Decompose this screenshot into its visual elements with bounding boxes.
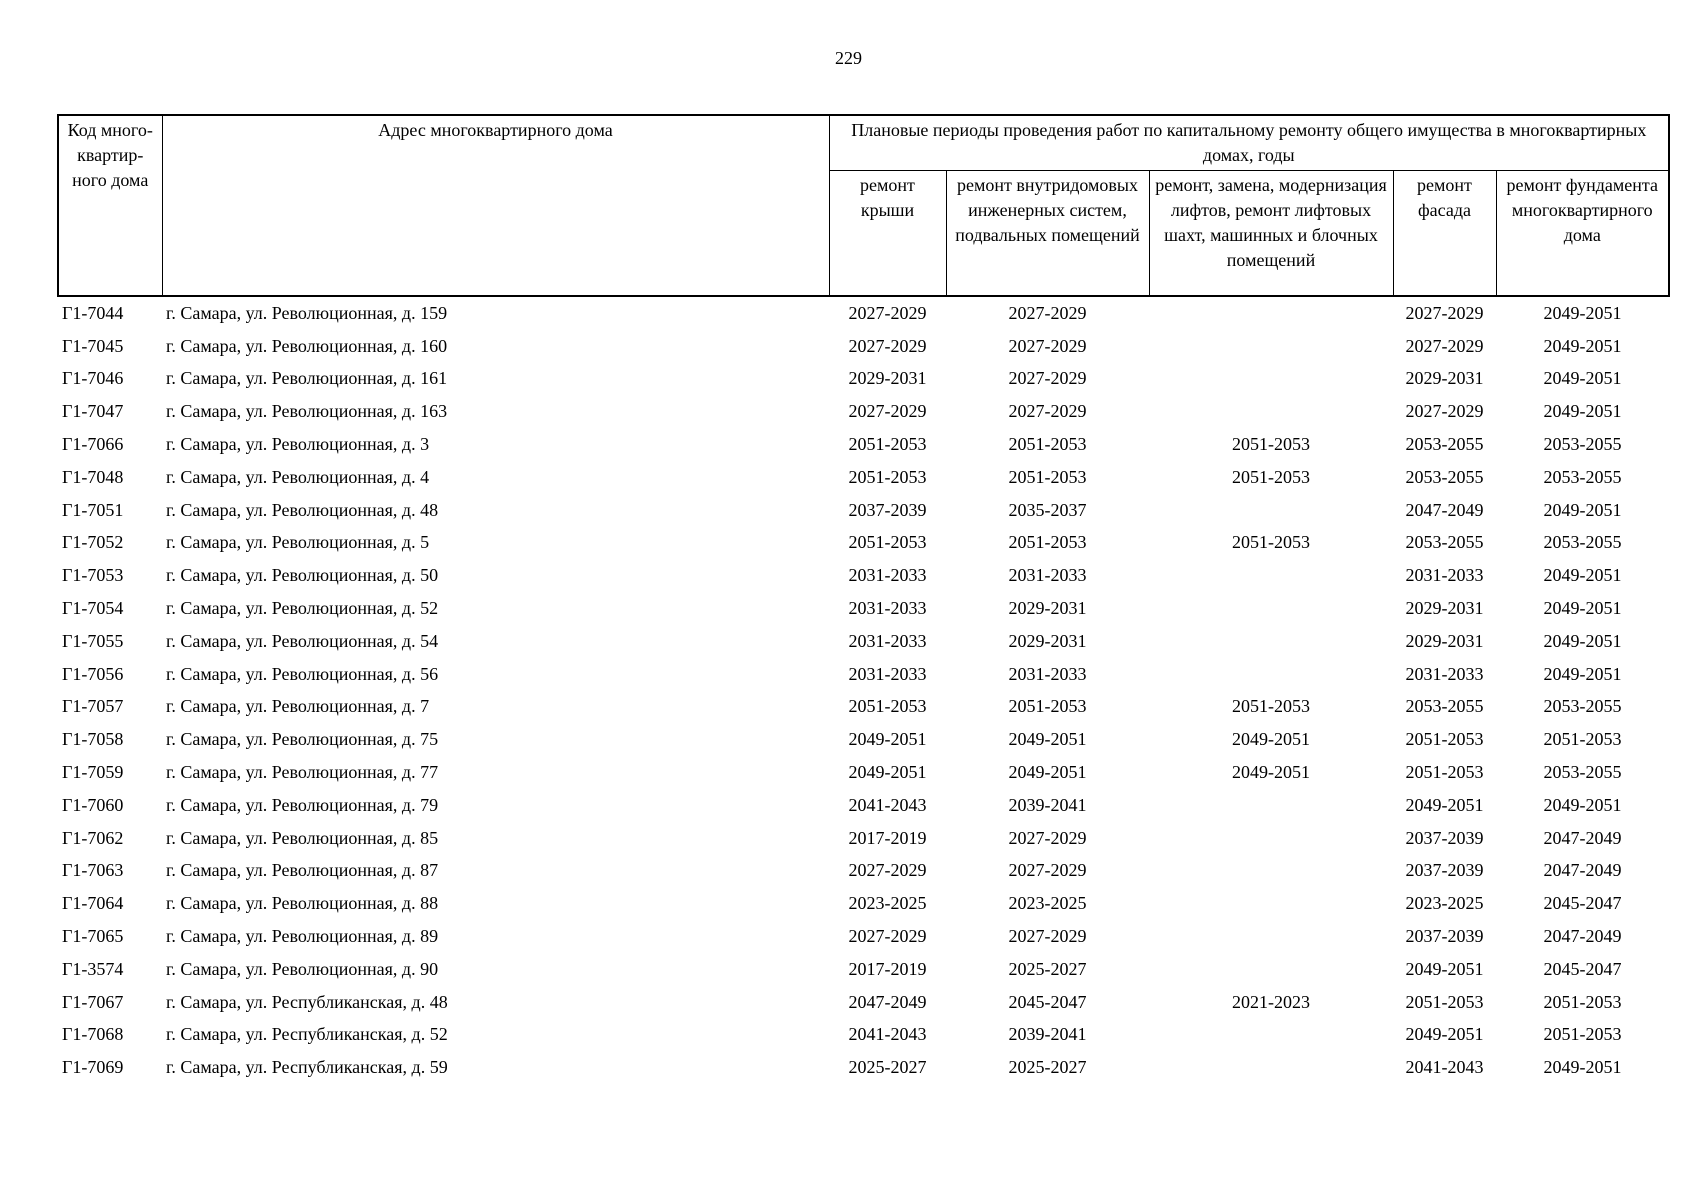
row-address: г. Самара, ул. Республиканская, д. 59 [166, 1057, 448, 1078]
header-roof: ремонт крыши [829, 171, 946, 297]
header-engineering: ремонт внутридомовых инженерных систем, подвальных помещений [946, 171, 1149, 297]
row-code: Г1-7063 [62, 860, 124, 881]
row-address: г. Самара, ул. Революционная, д. 161 [166, 368, 448, 389]
row-elevators-period: 2051-2053 [1232, 532, 1310, 553]
row-elevators-period [1149, 395, 1393, 428]
row-foundation-period: 2053-2055 [1543, 434, 1622, 455]
row-elevators-period [1149, 363, 1393, 396]
row-address: г. Самара, ул. Революционная, д. 85 [166, 827, 439, 848]
table-row [58, 887, 1669, 920]
row-facade-period: 2049-2051 [1405, 794, 1484, 815]
row-address: г. Самара, ул. Революционная, д. 79 [166, 794, 439, 815]
row-facade-period: 2029-2031 [1405, 630, 1484, 651]
row-facade-period: 2051-2053 [1405, 991, 1484, 1012]
row-engineering-period: 2051-2053 [1008, 696, 1087, 717]
row-address: г. Самара, ул. Революционная, д. 4 [166, 466, 430, 487]
table-row [58, 461, 1669, 494]
row-address: г. Самара, ул. Революционная, д. 90 [166, 958, 439, 979]
row-code: Г1-7066 [62, 434, 124, 455]
row-elevators-period: 2021-2023 [1232, 991, 1310, 1012]
table-row [58, 330, 1669, 363]
header-address: Адрес многоквартирного дома [162, 115, 829, 296]
row-facade-period: 2031-2033 [1405, 663, 1484, 684]
row-engineering-period: 2051-2053 [1008, 532, 1087, 553]
row-elevators-period: 2051-2053 [1232, 466, 1310, 487]
row-roof-period: 2027-2029 [848, 926, 927, 947]
row-roof-period: 2047-2049 [848, 991, 927, 1012]
row-address: г. Самара, ул. Революционная, д. 87 [166, 860, 439, 881]
row-code: Г1-7044 [62, 302, 124, 323]
row-foundation-period: 2049-2051 [1543, 794, 1622, 815]
row-roof-period: 2051-2053 [848, 434, 927, 455]
table-row [58, 527, 1669, 560]
row-roof-period: 2017-2019 [848, 958, 927, 979]
table-row [58, 1019, 1669, 1052]
header-facade: ремонт фасада [1393, 171, 1496, 297]
row-roof-period: 2031-2033 [848, 663, 927, 684]
row-facade-period: 2029-2031 [1405, 368, 1484, 389]
row-elevators-period [1149, 1019, 1393, 1052]
table-body [58, 296, 1669, 1084]
row-foundation-period: 2047-2049 [1543, 827, 1622, 848]
row-foundation-period: 2049-2051 [1543, 302, 1622, 323]
row-address: г. Самара, ул. Революционная, д. 163 [166, 401, 448, 422]
row-code: Г1-7051 [62, 499, 124, 520]
row-engineering-period: 2045-2047 [1008, 991, 1087, 1012]
row-foundation-period: 2049-2051 [1543, 368, 1622, 389]
row-elevators-period [1149, 592, 1393, 625]
row-address: г. Самара, ул. Революционная, д. 5 [166, 532, 430, 553]
row-engineering-period: 2051-2053 [1008, 434, 1087, 455]
row-elevators-period [1149, 789, 1393, 822]
row-engineering-period: 2027-2029 [1008, 368, 1087, 389]
row-facade-period: 2027-2029 [1405, 302, 1484, 323]
table-header [58, 115, 1669, 296]
row-code: Г1-7053 [62, 565, 124, 586]
row-code: Г1-3574 [62, 958, 124, 979]
row-foundation-period: 2045-2047 [1543, 958, 1622, 979]
row-facade-period: 2053-2055 [1405, 434, 1484, 455]
row-facade-period: 2023-2025 [1405, 893, 1484, 914]
row-elevators-period [1149, 953, 1393, 986]
row-facade-period: 2053-2055 [1405, 696, 1484, 717]
row-roof-period: 2031-2033 [848, 565, 927, 586]
table-row [58, 855, 1669, 888]
row-foundation-period: 2049-2051 [1543, 598, 1622, 619]
row-address: г. Самара, ул. Революционная, д. 89 [166, 926, 439, 947]
header-foundation: ремонт фундамента многоквартирного дома [1496, 171, 1669, 297]
row-roof-period: 2029-2031 [848, 368, 927, 389]
table-row [58, 1051, 1669, 1084]
row-code: Г1-7059 [62, 762, 124, 783]
row-code: Г1-7067 [62, 991, 124, 1012]
row-facade-period: 2037-2039 [1405, 926, 1484, 947]
row-roof-period: 2051-2053 [848, 696, 927, 717]
row-elevators-period [1149, 1051, 1393, 1084]
row-code: Г1-7047 [62, 401, 124, 422]
row-engineering-period: 2051-2053 [1008, 466, 1087, 487]
row-address: г. Самара, ул. Революционная, д. 3 [166, 434, 430, 455]
row-address: г. Самара, ул. Революционная, д. 56 [166, 663, 439, 684]
header-group-title [829, 115, 1669, 171]
table-row [58, 296, 1669, 330]
page-number: 229 [835, 48, 862, 68]
row-facade-period: 2037-2039 [1405, 827, 1484, 848]
row-elevators-period [1149, 822, 1393, 855]
row-code: Г1-7058 [62, 729, 124, 750]
row-roof-period: 2027-2029 [848, 401, 927, 422]
table-row [58, 756, 1669, 789]
row-foundation-period: 2047-2049 [1543, 926, 1622, 947]
row-engineering-period: 2027-2029 [1008, 302, 1087, 323]
row-code: Г1-7048 [62, 466, 124, 487]
table-row [58, 592, 1669, 625]
row-elevators-period [1149, 920, 1393, 953]
table-row [58, 363, 1669, 396]
row-roof-period: 2049-2051 [848, 762, 927, 783]
row-code: Г1-7054 [62, 598, 124, 619]
row-roof-period: 2027-2029 [848, 860, 927, 881]
row-engineering-period: 2025-2027 [1008, 958, 1087, 979]
row-engineering-period: 2027-2029 [1008, 335, 1087, 356]
row-engineering-period: 2025-2027 [1008, 1057, 1087, 1078]
table-row [58, 920, 1669, 953]
table-row [58, 559, 1669, 592]
row-foundation-period: 2053-2055 [1543, 696, 1622, 717]
row-engineering-period: 2027-2029 [1008, 926, 1087, 947]
row-elevators-period [1149, 330, 1393, 363]
row-elevators-period: 2051-2053 [1232, 696, 1310, 717]
row-roof-period: 2051-2053 [848, 532, 927, 553]
row-code: Г1-7046 [62, 368, 124, 389]
row-address: г. Самара, ул. Республиканская, д. 48 [166, 991, 448, 1012]
table-row [58, 789, 1669, 822]
row-address: г. Самара, ул. Революционная, д. 77 [166, 762, 439, 783]
row-roof-period: 2041-2043 [848, 1024, 927, 1045]
row-roof-period: 2025-2027 [848, 1057, 927, 1078]
row-foundation-period: 2049-2051 [1543, 335, 1622, 356]
row-address: г. Самара, ул. Революционная, д. 7 [166, 696, 430, 717]
row-elevators-period [1149, 494, 1393, 527]
row-elevators-period [1149, 887, 1393, 920]
row-code: Г1-7045 [62, 335, 124, 356]
row-address: г. Самара, ул. Революционная, д. 75 [166, 729, 439, 750]
row-foundation-period: 2049-2051 [1543, 630, 1622, 651]
row-facade-period: 2049-2051 [1405, 1024, 1484, 1045]
row-roof-period: 2027-2029 [848, 302, 927, 323]
header-code: Код много-квартир-ного дома [58, 115, 162, 296]
table-row [58, 428, 1669, 461]
header-elevators: ремонт, замена, модернизация лифтов, ремонт лифтовых шахт, машинных и блочных помещений [1149, 171, 1393, 297]
header-group-title-text: Плановые периоды проведения работ по капитальному ремонту общего имущества в многоквартирных домах, годы [851, 120, 1647, 165]
row-roof-period: 2023-2025 [848, 893, 927, 914]
row-foundation-period: 2053-2055 [1543, 466, 1622, 487]
row-engineering-period: 2031-2033 [1008, 663, 1087, 684]
row-facade-period: 2041-2043 [1405, 1057, 1484, 1078]
row-foundation-period: 2049-2051 [1543, 565, 1622, 586]
row-facade-period: 2051-2053 [1405, 729, 1484, 750]
row-code: Г1-7065 [62, 926, 124, 947]
row-facade-period: 2037-2039 [1405, 860, 1484, 881]
row-elevators-period [1149, 296, 1393, 330]
row-code: Г1-7052 [62, 532, 124, 553]
row-engineering-period: 2031-2033 [1008, 565, 1087, 586]
row-engineering-period: 2027-2029 [1008, 827, 1087, 848]
row-facade-period: 2053-2055 [1405, 466, 1484, 487]
row-code: Г1-7062 [62, 827, 124, 848]
table-row [58, 395, 1669, 428]
row-address: г. Самара, ул. Революционная, д. 48 [166, 499, 439, 520]
row-roof-period: 2031-2033 [848, 630, 927, 651]
row-foundation-period: 2051-2053 [1543, 1024, 1622, 1045]
row-facade-period: 2047-2049 [1405, 499, 1484, 520]
row-roof-period: 2031-2033 [848, 598, 927, 619]
row-foundation-period: 2049-2051 [1543, 499, 1622, 520]
row-code: Г1-7068 [62, 1024, 124, 1045]
row-code: Г1-7056 [62, 663, 124, 684]
capital-repair-table [57, 114, 1670, 1084]
row-roof-period: 2041-2043 [848, 794, 927, 815]
row-facade-period: 2053-2055 [1405, 532, 1484, 553]
row-address: г. Самара, ул. Революционная, д. 160 [166, 335, 448, 356]
table-row [58, 625, 1669, 658]
row-address: г. Самара, ул. Революционная, д. 159 [166, 302, 448, 323]
row-foundation-period: 2047-2049 [1543, 860, 1622, 881]
row-foundation-period: 2053-2055 [1543, 532, 1622, 553]
row-engineering-period: 2049-2051 [1008, 729, 1087, 750]
row-code: Г1-7064 [62, 893, 124, 914]
row-address: г. Самара, ул. Революционная, д. 88 [166, 893, 439, 914]
table-row [58, 723, 1669, 756]
row-facade-period: 2031-2033 [1405, 565, 1484, 586]
row-foundation-period: 2053-2055 [1543, 762, 1622, 783]
row-foundation-period: 2049-2051 [1543, 401, 1622, 422]
row-facade-period: 2049-2051 [1405, 958, 1484, 979]
row-foundation-period: 2049-2051 [1543, 1057, 1622, 1078]
row-roof-period: 2051-2053 [848, 466, 927, 487]
row-facade-period: 2029-2031 [1405, 598, 1484, 619]
table-row [58, 986, 1669, 1019]
row-code: Г1-7069 [62, 1057, 124, 1078]
row-engineering-period: 2049-2051 [1008, 762, 1087, 783]
row-facade-period: 2051-2053 [1405, 762, 1484, 783]
row-engineering-period: 2027-2029 [1008, 860, 1087, 881]
row-engineering-period: 2039-2041 [1008, 1024, 1087, 1045]
row-roof-period: 2049-2051 [848, 729, 927, 750]
row-engineering-period: 2039-2041 [1008, 794, 1087, 815]
row-engineering-period: 2029-2031 [1008, 598, 1087, 619]
row-code: Г1-7055 [62, 630, 124, 651]
row-elevators-period: 2049-2051 [1232, 729, 1310, 750]
table-row [58, 658, 1669, 691]
row-code: Г1-7057 [62, 696, 124, 717]
row-engineering-period: 2023-2025 [1008, 893, 1087, 914]
row-address: г. Самара, ул. Революционная, д. 52 [166, 598, 439, 619]
row-engineering-period: 2035-2037 [1008, 499, 1087, 520]
row-roof-period: 2037-2039 [848, 499, 927, 520]
row-engineering-period: 2027-2029 [1008, 401, 1087, 422]
row-elevators-period: 2049-2051 [1232, 762, 1310, 783]
row-foundation-period: 2051-2053 [1543, 991, 1622, 1012]
row-foundation-period: 2045-2047 [1543, 893, 1622, 914]
row-elevators-period [1149, 559, 1393, 592]
row-roof-period: 2017-2019 [848, 827, 927, 848]
row-elevators-period [1149, 625, 1393, 658]
row-foundation-period: 2049-2051 [1543, 663, 1622, 684]
row-elevators-period [1149, 855, 1393, 888]
row-elevators-period: 2051-2053 [1232, 434, 1310, 455]
table-row [58, 953, 1669, 986]
row-engineering-period: 2029-2031 [1008, 630, 1087, 651]
row-facade-period: 2027-2029 [1405, 401, 1484, 422]
row-roof-period: 2027-2029 [848, 335, 927, 356]
row-foundation-period: 2051-2053 [1543, 729, 1622, 750]
table-row [58, 691, 1669, 724]
row-address: г. Самара, ул. Республиканская, д. 52 [166, 1024, 448, 1045]
table-row [58, 494, 1669, 527]
row-address: г. Самара, ул. Революционная, д. 54 [166, 630, 439, 651]
row-elevators-period [1149, 658, 1393, 691]
row-facade-period: 2027-2029 [1405, 335, 1484, 356]
row-address: г. Самара, ул. Революционная, д. 50 [166, 565, 439, 586]
row-code: Г1-7060 [62, 794, 124, 815]
table-row [58, 822, 1669, 855]
